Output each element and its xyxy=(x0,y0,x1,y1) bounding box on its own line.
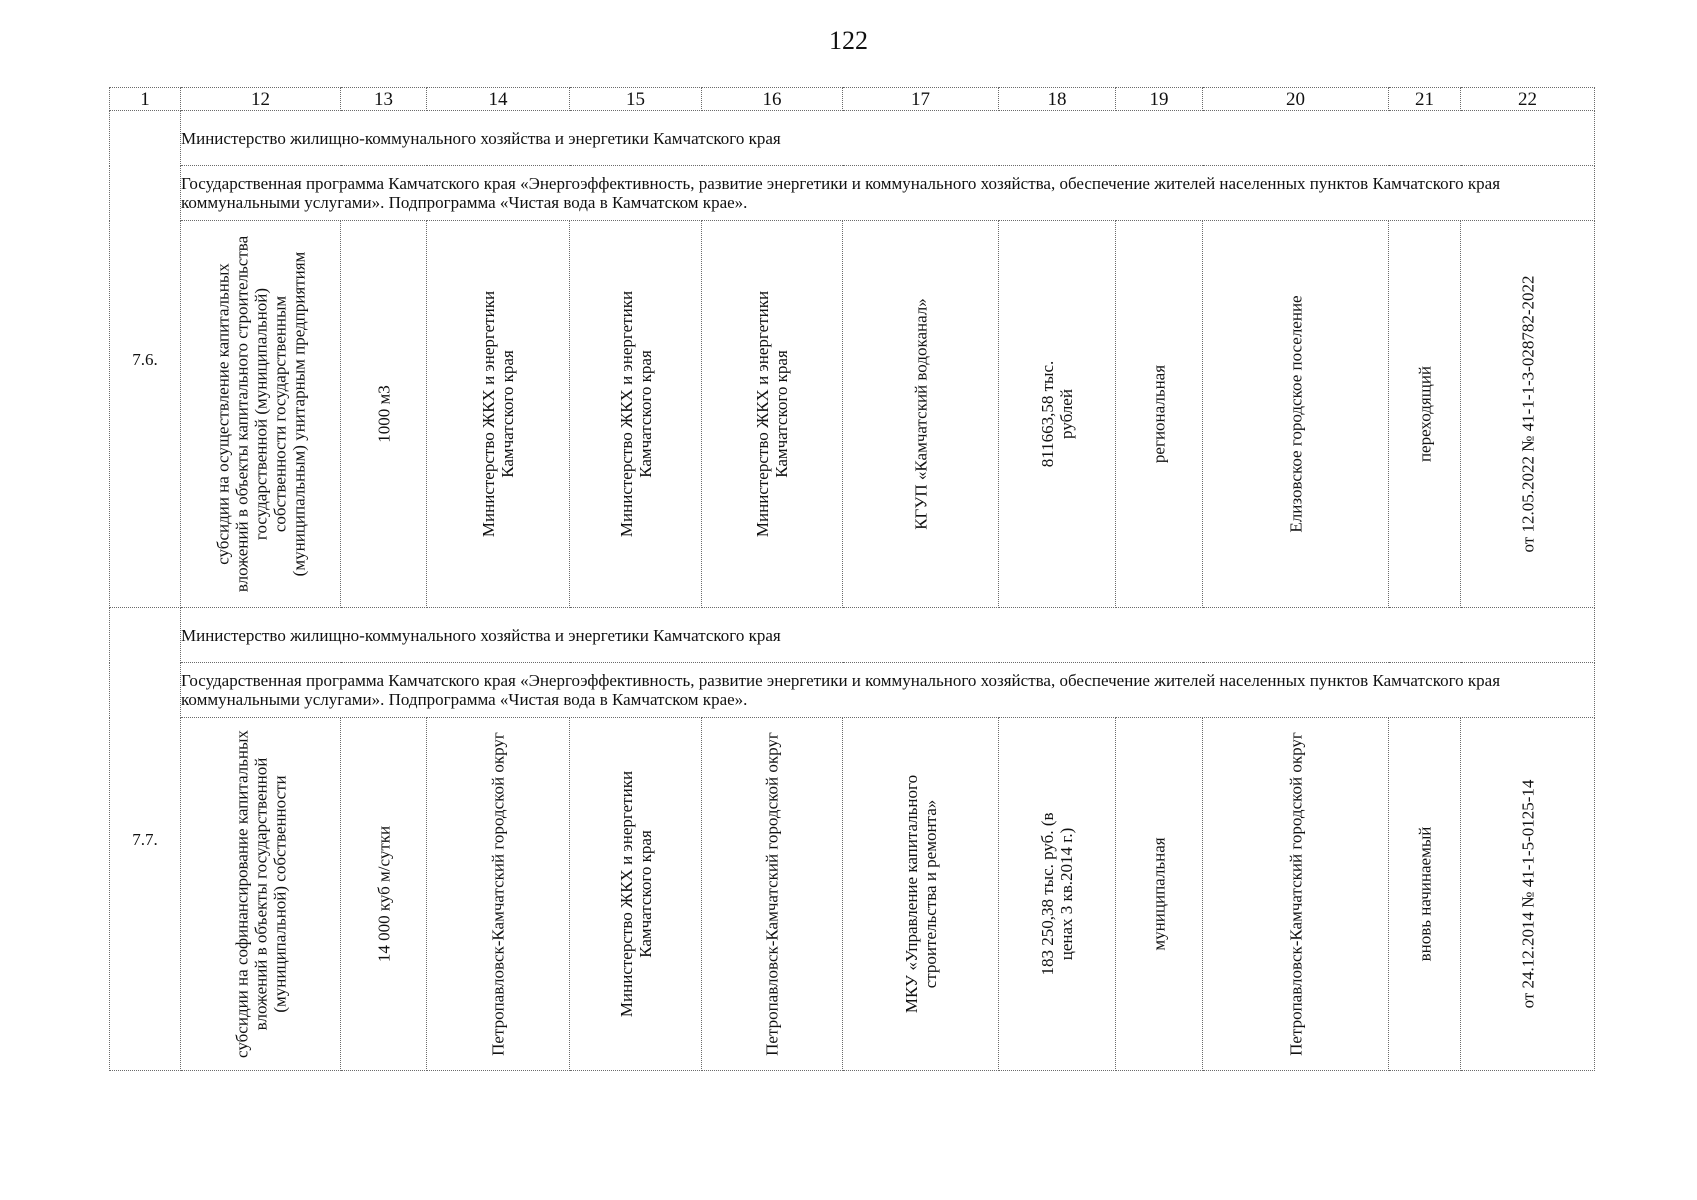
table-cell xyxy=(341,718,427,1071)
developer-text: МКУ «Управление капитального строительства и ремонта» xyxy=(901,774,940,1014)
funding-type-text: субсидии на осуществление капитальных вложений в объекты капитального строительства государственной (муниципальной) собственности государственным (муниципальным) унитарным предприятиям xyxy=(213,235,308,593)
column-header: 12 xyxy=(181,88,341,111)
table-cell xyxy=(427,221,570,608)
table-cell xyxy=(1389,718,1461,1071)
page-number: 122 xyxy=(829,26,868,55)
location-text: Петропавловск-Камчатский городской округ xyxy=(1286,732,1305,1056)
cost-text: 811663,58 тыс. рублей xyxy=(1038,360,1076,468)
cost-text: 183 250,38 тыс. руб. (в ценах 3 кв.2014 г.) xyxy=(1038,812,1076,976)
customer-text: Министерство ЖКХ и энергетики Камчатского края xyxy=(479,290,517,538)
column-header: 19 xyxy=(1116,88,1203,111)
customer-text: Петропавловск-Камчатский городской округ xyxy=(488,732,508,1056)
column-header: 14 xyxy=(427,88,570,111)
column-header: 21 xyxy=(1389,88,1461,111)
column-header: 22 xyxy=(1461,88,1595,111)
developer-text: КГУП «Камчатский водоканал» xyxy=(911,298,930,530)
table-cell xyxy=(843,221,999,608)
table-cell xyxy=(1116,221,1203,608)
table-cell xyxy=(181,718,341,1071)
capacity-text: 14 000 куб м/сутки xyxy=(374,825,393,963)
column-header: 13 xyxy=(341,88,427,111)
table-row xyxy=(110,663,1595,718)
funding-type-text: субсидии на софинансирование капитальных вложений в объекты государственной (муниципальной) собственности xyxy=(232,730,289,1058)
program-name: Государственная программа Камчатского края «Энергоэффективность, развитие энергетики и коммунального хозяйства, обеспечение жителей населенных пунктов Камчатского края коммунальными услугами». Подпрограмма «Чистая вода в Камчатском крае». xyxy=(181,166,1595,221)
table-cell xyxy=(843,718,999,1071)
table-cell xyxy=(1389,221,1461,608)
recipient-text: Министерство ЖКХ и энергетики Камчатского края xyxy=(753,290,791,538)
table-cell xyxy=(999,718,1116,1071)
table-cell xyxy=(1461,718,1595,1071)
capacity-text: 1000 м3 xyxy=(374,385,393,443)
column-header: 16 xyxy=(702,88,843,111)
administrator-text: Министерство ЖКХ и энергетики Камчатского края xyxy=(616,770,655,1018)
program-name: Государственная программа Камчатского края «Энергоэффективность, развитие энергетики и коммунального хозяйства, обеспечение жителей населенных пунктов Камчатского края коммунальными услугами». Подпрограмма «Чистая вода в Камчатском крае». xyxy=(181,663,1595,718)
column-header: 15 xyxy=(570,88,702,111)
data-table xyxy=(109,87,1595,1071)
ownership-text: муниципальная xyxy=(1149,837,1169,951)
table-row xyxy=(110,608,1595,663)
column-header: 18 xyxy=(999,88,1116,111)
table-row xyxy=(110,111,1595,166)
table-cell xyxy=(181,221,341,608)
ministry-name: Министерство жилищно-коммунального хозяйства и энергетики Камчатского края xyxy=(181,111,1595,166)
table-cell xyxy=(427,718,570,1071)
table-cell xyxy=(999,221,1116,608)
recipient-text: Петропавловск-Камчатский городской округ xyxy=(762,732,782,1056)
table-cell xyxy=(570,221,702,608)
column-header: 20 xyxy=(1203,88,1389,111)
administrator-text: Министерство ЖКХ и энергетики Камчатского края xyxy=(616,290,655,538)
table-cell xyxy=(702,718,843,1071)
table-cell xyxy=(1461,221,1595,608)
table-cell xyxy=(341,221,427,608)
item-number: 7.7. xyxy=(110,608,181,1071)
header-row xyxy=(110,88,1595,111)
document-reference-text: от 24.12.2014 № 41-1-5-0125-14 xyxy=(1518,779,1537,1009)
table-cell xyxy=(1203,718,1389,1071)
table-cell xyxy=(1203,221,1389,608)
table-row xyxy=(110,166,1595,221)
column-header: 1 xyxy=(110,88,181,111)
status-text: переходящий xyxy=(1415,365,1434,463)
ministry-name: Министерство жилищно-коммунального хозяйства и энергетики Камчатского края xyxy=(181,608,1595,663)
table-cell xyxy=(1116,718,1203,1071)
ownership-text: региональная xyxy=(1149,364,1169,464)
column-header: 17 xyxy=(843,88,999,111)
table-cell xyxy=(702,221,843,608)
document-reference-text: от 12.05.2022 № 41-1-1-3-028782-2022 xyxy=(1518,275,1537,553)
table-row xyxy=(110,718,1595,1071)
status-text: вновь начинаемый xyxy=(1415,826,1434,962)
item-number: 7.6. xyxy=(110,111,181,608)
location-text: Елизовское городское поселение xyxy=(1286,295,1305,533)
table-row xyxy=(110,221,1595,608)
table-cell xyxy=(570,718,702,1071)
